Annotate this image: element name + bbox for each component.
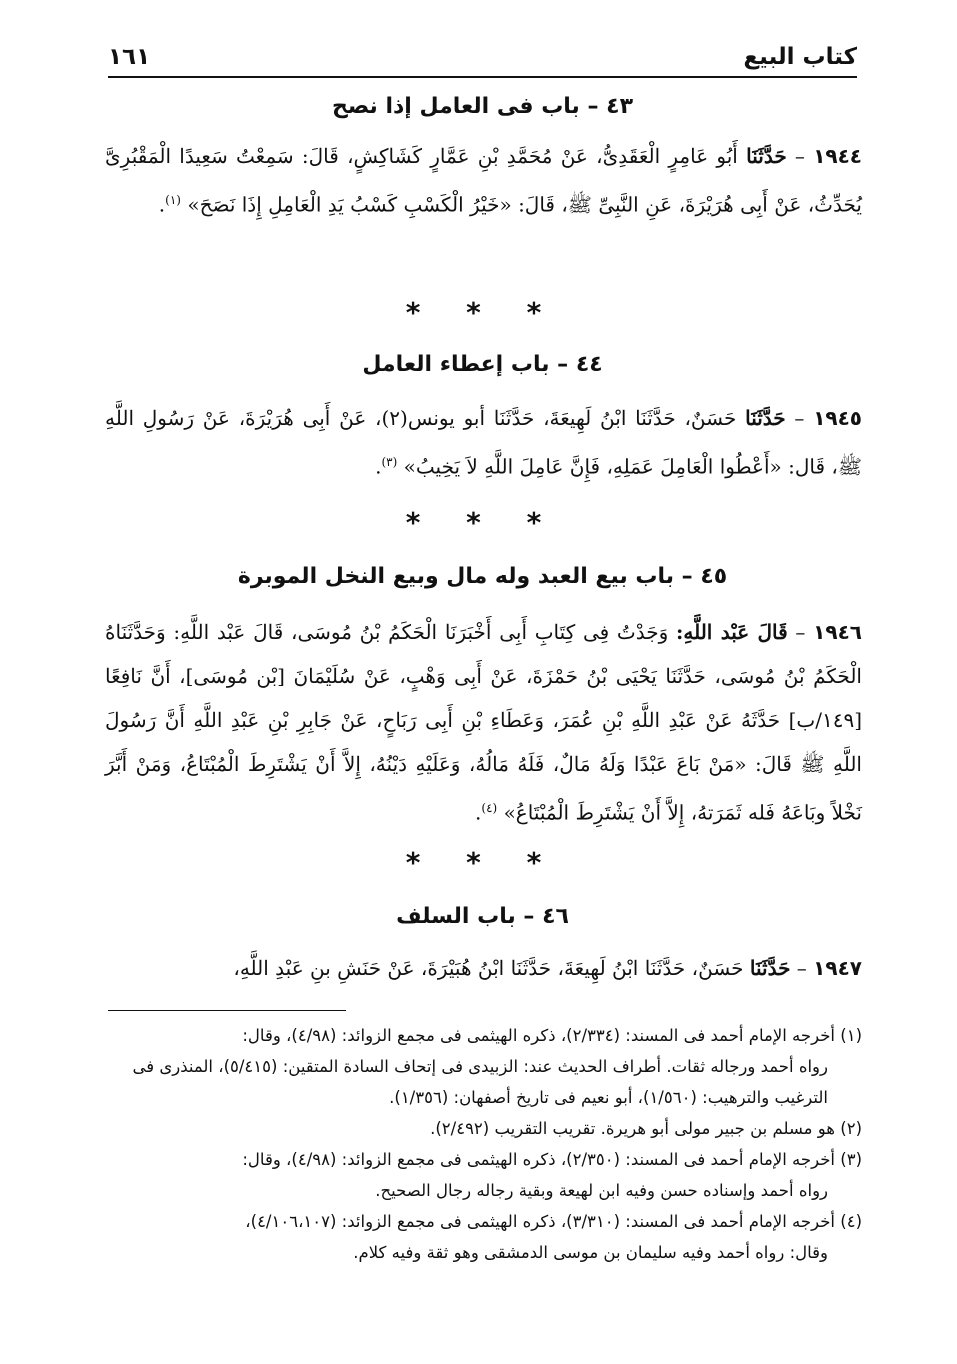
dash: – (787, 620, 806, 644)
hadith-text: أَبُو عَامِرٍ الْعَقَدِىُّ، عَنْ مُحَمَّدِ بْنِ عَمَّارٍ كَشَاكِشٍ، قَالَ: سَمِعْتُ سَعِيدًا الْمَقْبُرِىَّ يُحَدِّثُ، عَنْ أَبِى هُرَيْرَةَ، عَنِ النَّبِىِّ ﷺ، قَالَ: «خَيْرُ الْكَسْبِ كَسْبُ يَدِ الْعَامِلِ إِذَا نَصَحَ» (105, 144, 862, 217)
page-number: ١٦١ (108, 44, 151, 70)
footnote-label: (٣) (840, 1150, 862, 1169)
hadith-end: . (158, 192, 166, 217)
footnotes (105, 1020, 862, 1268)
chapter-heading-43: ٤٣ – باب فى العامل إذا نصح (331, 94, 633, 119)
footnote-label: (٤) (840, 1212, 862, 1231)
footnote-continuation: رواه أحمد وإسناده حسن وفيه ابن لهيعة وبقية رجاله رجال الصحيح. (375, 1181, 828, 1200)
footnote-text: أخرجه الإمام أحمد فى المسند: (٢/٣٥٠)، ذكره الهيثمى فى مجمع الزوائد: (٤/٩٨)، وقال: (242, 1150, 835, 1169)
hadith-end: . (475, 800, 482, 825)
section-separator: * * * (405, 296, 560, 329)
dash: – (785, 406, 805, 430)
hadith-lead: حَدَّثَنَا (745, 406, 786, 430)
hadith-end: . (375, 454, 382, 479)
book-title: كتاب البيع (743, 44, 857, 70)
footnote-ref: (٤) (481, 801, 498, 815)
footnote-ref: (٣) (381, 455, 398, 469)
dash: – (786, 144, 805, 168)
hadith-number: ١٩٤٧ (813, 956, 862, 980)
hadith-number: ١٩٤٥ (813, 406, 863, 430)
footnote-continuation: رواه أحمد ورجاله ثقات. أطراف الحديث عند: الزبيدى فى إتحاف السادة المتقين: (٥/٤١٥)، المنذرى فى الترغيب والترهيب: (١/٥٦٠)، أبو نعيم فى تاريخ أصفهان: (١/٣٥٦). (132, 1057, 828, 1107)
hadith-1944 (105, 134, 862, 227)
hadith-text: حَسَنٌ، حَدَّثَنَا ابْنُ لَهِيعَةَ، حَدَّثَنَا ابْنُ هُبَيْرَةَ، عَنْ حَنَشِ بنِ عَبْدِ اللَّهِ، (233, 956, 750, 980)
chapter-heading-45: ٤٥ – باب بيع العبد وله مال وبيع النخل الموبرة (237, 564, 728, 589)
footnote-ref: (١) (165, 193, 181, 207)
footnote-label: (١) (840, 1026, 862, 1045)
footnote-rule (108, 1010, 346, 1011)
hadith-lead: قَالَ عَبْد اللَّهِ: (675, 620, 788, 644)
hadith-1947 (105, 946, 862, 990)
hadith-lead: حَدَّثَنَا (749, 956, 791, 980)
hadith-lead: حَدَّثَنَا (746, 144, 787, 168)
footnote-text: أخرجه الإمام أحمد فى المسند: (٢/٣٣٤)، ذكره الهيثمى فى مجمع الزوائد: (٤/٩٨)، وقال: (242, 1026, 835, 1045)
footnote-4 (105, 1206, 862, 1268)
chapter-heading-46: ٤٦ – باب السلف (396, 904, 569, 929)
dash: – (790, 956, 807, 980)
footnote-text: هو مسلم بن جبير مولى أبو هريرة. تقريب التقريب (٢/٤٩٢). (430, 1119, 835, 1138)
footnote-1 (105, 1020, 862, 1113)
footnote-continuation: وقال: رواه أحمد وفيه سليمان بن موسى الدمشقى وهو ثقة وفيه كلام. (353, 1243, 828, 1262)
section-separator: * * * (405, 506, 560, 539)
hadith-number: ١٩٤٤ (813, 144, 863, 168)
footnote-2 (105, 1113, 862, 1144)
section-separator: * * * (405, 846, 560, 879)
hadith-1946 (105, 610, 862, 835)
footnote-text: أخرجه الإمام أحمد فى المسند: (٣/٣١٠)، ذكره الهيثمى فى مجمع الزوائد: (٤/١٠٦،١٠٧)، (245, 1212, 835, 1231)
footnote-3 (105, 1144, 862, 1206)
chapter-heading-44: ٤٤ – باب إعطاء العامل (362, 352, 603, 377)
running-header (108, 36, 857, 78)
hadith-number: ١٩٤٦ (813, 620, 862, 644)
footnote-label: (٢) (840, 1119, 862, 1138)
hadith-text: حَسَنٌ، حَدَّثَنَا ابْنُ لَهِيعَةَ، حَدَّثَنَا أبو يونس(٢)، عَنْ أَبِى هُرَيْرَةَ، عَنْ رَسُولِ اللَّهِ ﷺ، قَال: «أَعْطُوا الْعَامِلَ عَمَلِهِ، فَإِنَّ عَامِلَ اللَّهِ لاَ يَخِيبُ» (105, 406, 862, 479)
hadith-1945 (105, 396, 862, 489)
hadith-text: وَجَدْتُ فِى كِتَابِ أَبِى أَخْبَرَنَا الْحَكَمُ بْنُ مُوسَى، قَالَ عَبْد اللَّهِ: وَحَدَّثَنَاهُ الْحَكَمُ بْنُ مُوسَى، حَدَّثَنَا يَحْيَى بْنُ حَمْزَةَ، عَنْ أَبِى وَهْبٍ، عَنْ سُلَيْمَانَ [بْن مُوسَى]، أَنَّ نَافِعًا [١٤٩/ب] حَدَّثَهُ عَنْ عَبْدِ اللَّهِ بْنِ عُمَرَ، وَعَطَاءِ بْنِ أَبِى رَبَاحٍ، عَنْ جَابِرِ بْنِ عَبْدِ اللَّهِ أَنَّ رَسُولَ اللَّهِ ﷺ قَالَ: «مَنْ بَاعَ عَبْدًا وَلَهُ مَالٌ، فَلَهُ مَالُهُ، وَعَلَيْهِ دَيْنُهُ، إِلاَّ أَنْ يَشْتَرِطَ الْمُبْتَاعُ، وَمَنْ أَبَّرَ نَخْلاً وبَاعَهُ فَله ثَمَرَتهُ، إِلاَّ أَنْ يَشْتَرِطَ الْمُبْتَاعُ» (105, 620, 862, 825)
